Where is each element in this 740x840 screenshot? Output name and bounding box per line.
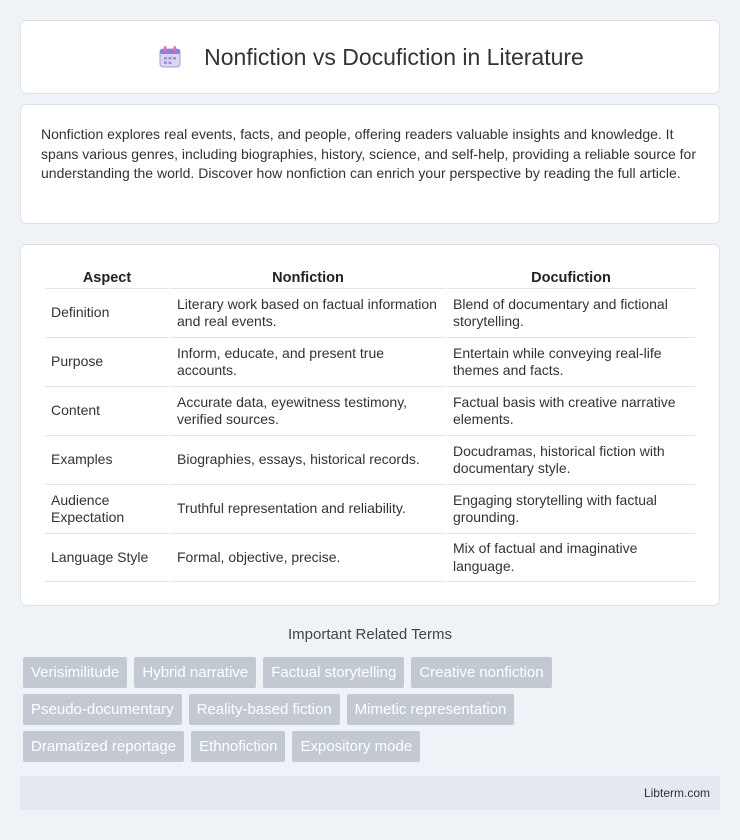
intro-text: Nonfiction explores real events, facts, and people, offering readers valuable insights and knowledge. It spans various genres, including biographies, history, science, and self-help, providing a reliable source for understanding the world. Discover how nonfiction can enrich your perspective by reading the full article. — [41, 126, 696, 181]
table-row — [45, 533, 695, 582]
table-cell: Formal, objective, precise. — [171, 533, 445, 582]
related-term-tag[interactable]: Expository mode — [292, 731, 420, 762]
related-terms-list — [23, 657, 623, 768]
table-cell: Accurate data, eyewitness testimony, verified sources. — [171, 386, 445, 435]
comparison-table — [43, 265, 697, 582]
related-term-tag[interactable]: Dramatized reportage — [23, 731, 184, 762]
column-header-aspect: Aspect — [82, 270, 132, 286]
related-term-tag[interactable]: Factual storytelling — [263, 657, 404, 688]
related-term-tag[interactable]: Hybrid narrative — [134, 657, 256, 688]
related-term-tag[interactable]: Creative nonfiction — [411, 657, 551, 688]
table-cell: Literary work based on factual information and real events. — [171, 288, 445, 337]
table-cell: Audience Expectation — [45, 484, 169, 533]
table-cell: Biographies, essays, historical records. — [171, 435, 445, 484]
intro-card — [20, 104, 720, 224]
related-term-tag[interactable]: Ethnofiction — [191, 731, 285, 762]
table-cell: Inform, educate, and present true accounts. — [171, 337, 445, 386]
column-header-docufiction: Docufiction — [531, 270, 611, 286]
related-term-tag[interactable]: Pseudo-documentary — [23, 694, 182, 725]
table-row — [45, 484, 695, 533]
table-row — [45, 435, 695, 484]
table-cell: Content — [45, 386, 169, 435]
table-cell: Blend of documentary and fictional storytelling. — [447, 288, 695, 337]
table-row — [45, 386, 695, 435]
table-cell: Docudramas, historical fiction with documentary style. — [447, 435, 695, 484]
table-cell: Definition — [45, 288, 169, 337]
header-card — [20, 20, 720, 94]
page-title: Nonfiction vs Docufiction in Literature — [204, 43, 584, 70]
table-cell: Mix of factual and imaginative language. — [447, 533, 695, 582]
table-cell: Examples — [45, 435, 169, 484]
calendar-icon — [156, 43, 184, 71]
related-term-tag[interactable]: Reality-based fiction — [189, 694, 340, 725]
footer-site-link[interactable]: Libterm.com — [643, 786, 710, 800]
table-row — [45, 288, 695, 337]
table-cell: Factual basis with creative narrative elements. — [447, 386, 695, 435]
related-terms-title: Important Related Terms — [288, 626, 452, 643]
table-cell: Entertain while conveying real-life themes and facts. — [447, 337, 695, 386]
related-term-tag[interactable]: Verisimilitude — [23, 657, 127, 688]
related-term-tag[interactable]: Mimetic representation — [347, 694, 515, 725]
comparison-table-card — [20, 244, 720, 606]
table-cell: Engaging storytelling with factual grounding. — [447, 484, 695, 533]
column-header-nonfiction: Nonfiction — [272, 270, 344, 286]
table-cell: Language Style — [45, 533, 169, 582]
table-header-row — [45, 265, 695, 288]
footer — [20, 776, 720, 810]
table-cell: Truthful representation and reliability. — [171, 484, 445, 533]
tag-row — [23, 694, 623, 725]
table-row — [45, 337, 695, 386]
tag-row — [23, 731, 623, 762]
tag-row — [23, 657, 623, 688]
table-cell: Purpose — [45, 337, 169, 386]
